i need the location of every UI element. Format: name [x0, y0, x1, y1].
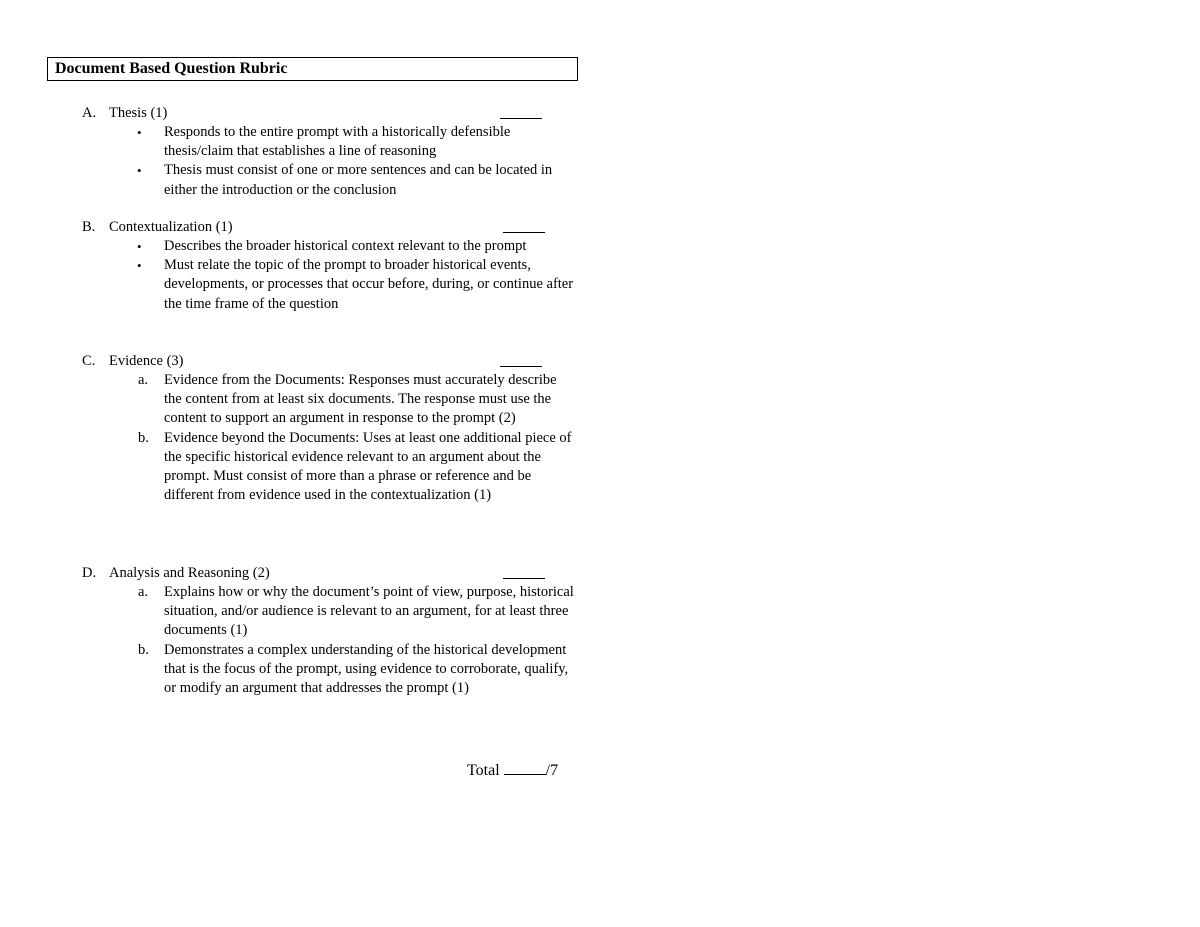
list-item [82, 641, 582, 699]
section-heading [82, 104, 582, 123]
item-marker: b. [138, 641, 149, 658]
section-letter: B. [82, 219, 96, 235]
list-item [82, 429, 582, 506]
list-item [82, 256, 582, 314]
section-letter: C. [82, 353, 96, 369]
item-text: Demonstrates a complex understanding of the historical development that is the focus of the prompt, using evidence to corroborate, qualify, or modify an argument that addresses the prompt (1) [164, 641, 569, 697]
section-heading [82, 352, 582, 371]
list-item [82, 583, 582, 641]
item-text: Describes the broader historical context relevant to the prompt [164, 238, 527, 254]
list-item [82, 371, 582, 429]
section-label: Contextualization (1) [109, 219, 233, 235]
list-item [82, 123, 582, 161]
section-heading [82, 218, 582, 237]
score-blank [500, 104, 542, 119]
bullet-marker: • [137, 163, 142, 179]
bullet-marker: • [137, 125, 142, 140]
total-score [467, 760, 558, 781]
list-item [82, 237, 582, 256]
item-marker: a. [138, 584, 149, 600]
section-evidence [82, 352, 582, 505]
item-text: Evidence beyond the Documents: Uses at least one additional piece of the specific historical evidence relevant to an argument about the prompt. Must consist of more than a phrase or reference and be different from evidence used in the contextualization (1) [164, 429, 572, 504]
section-label: Analysis and Reasoning (2) [109, 565, 270, 581]
item-marker: a. [138, 372, 149, 388]
section-label: Thesis (1) [109, 105, 168, 121]
total-suffix: /7 [545, 762, 559, 779]
score-blank [503, 564, 545, 579]
score-blank [503, 218, 545, 233]
bullet-marker: • [137, 258, 142, 274]
section-contextualization [82, 218, 582, 314]
item-text: Responds to the entire prompt with a historically defensible thesis/claim that establishes a line of reasoning [164, 124, 511, 160]
score-blank [500, 352, 542, 367]
total-label: Total [467, 762, 500, 779]
section-heading [82, 564, 582, 583]
section-analysis-reasoning [82, 564, 582, 698]
rubric-title: Document Based Question Rubric [47, 57, 578, 81]
total-blank [504, 760, 546, 775]
section-letter: A. [82, 105, 97, 121]
section-thesis [82, 104, 582, 200]
section-letter: D. [82, 565, 97, 581]
list-item [82, 161, 582, 199]
item-text: Thesis must consist of one or more sentences and can be located in either the introduction or the conclusion [164, 162, 553, 198]
section-label: Evidence (3) [109, 353, 184, 369]
item-text: Evidence from the Documents: Responses must accurately describe the content from at least six documents. The response must use the content to support an argument in response to the prompt (2) [164, 372, 557, 427]
bullet-marker: • [137, 239, 142, 254]
item-text: Explains how or why the document’s point of view, purpose, historical situation, and/or audience is relevant to an argument, for at least three documents (1) [164, 584, 574, 639]
item-text: Must relate the topic of the prompt to broader historical events, developments, or processes that occur before, during, or continue after the time frame of the question [164, 257, 574, 312]
item-marker: b. [138, 429, 149, 446]
